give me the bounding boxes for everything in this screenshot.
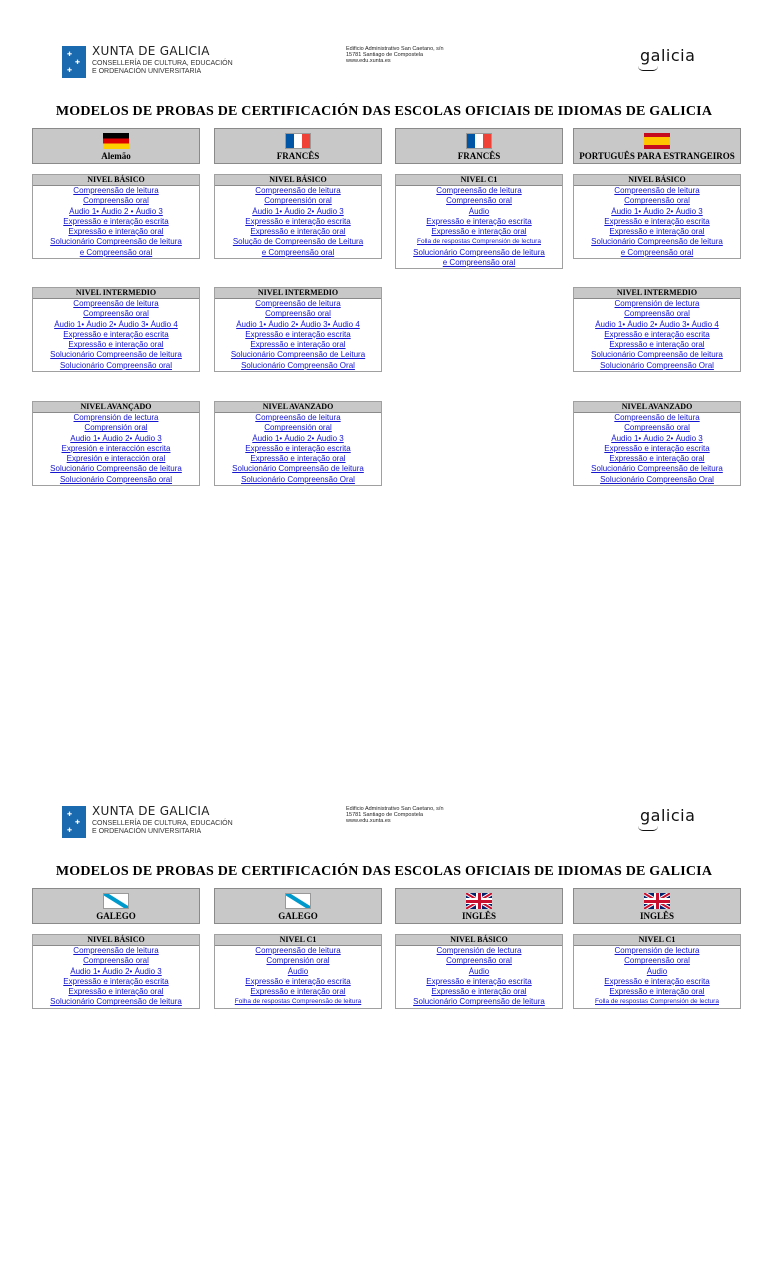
language-name: INGLÊS	[639, 911, 674, 921]
resource-link[interactable]: Solucionário Compreensão Oral	[241, 474, 355, 484]
xunta-crest-icon: ✚ ✚ ✚	[62, 806, 86, 838]
resource-link[interactable]: e Compreensão oral	[79, 247, 153, 257]
level-heading: NIVEL C1	[574, 935, 740, 946]
page-2	[0, 760, 768, 1272]
page-title: MODELOS DE PROBAS DE CERTIFICACIÓN DAS ESCOLAS OFICIAIS DE IDIOMAS DE GALICIA	[55, 864, 713, 879]
language-header	[395, 888, 563, 924]
xunta-crest-icon: ✚ ✚ ✚	[62, 46, 86, 78]
letterhead	[62, 804, 762, 844]
resource-link[interactable]: Compreensão de leitura	[436, 186, 522, 195]
resource-link[interactable]: Expressão e interação escrita	[63, 976, 169, 986]
org-subtitle: CONSELLERÍA DE CULTURA, EDUCACIÓN E ORDENACIÓN UNIVERSITARIA	[92, 820, 233, 835]
france-flag-icon	[466, 133, 492, 149]
resource-link[interactable]: Áudio 1• Áudio 2 • Áudio 3	[69, 206, 163, 216]
resource-link[interactable]: Áudio 1• Áudio 2• Áudio 3	[70, 966, 162, 976]
spain-flag-icon	[644, 133, 670, 149]
galicia-flag-icon	[103, 893, 129, 909]
resource-link[interactable]: Compreensión oral	[264, 423, 332, 433]
uk-flag-icon	[466, 893, 492, 909]
resource-link[interactable]: Folla de respostas Comprensión de lectura	[595, 998, 719, 1006]
resource-link[interactable]: Expressão e interação escrita	[245, 443, 351, 453]
language-name: PORTUGUÊS PARA ESTRANGEIROS	[579, 151, 735, 161]
level-heading: NIVEL INTERMEDIO	[215, 288, 381, 299]
resource-link[interactable]: Folla de respostas Comprensión de lectura	[417, 238, 541, 246]
resource-link[interactable]: Compreensão de leitura	[614, 413, 700, 422]
resource-link[interactable]: Áudio 1• Áudio 2• Áudio 3	[252, 433, 344, 443]
resource-link[interactable]: Expressão e interação escrita	[63, 216, 169, 226]
resource-link[interactable]: Áudio 1• Áudio 2• Áudio 3	[252, 206, 344, 216]
resource-link[interactable]: e Compreensão oral	[261, 247, 335, 257]
resource-link[interactable]: Compreensão oral	[446, 956, 512, 966]
language-header	[214, 888, 382, 924]
level-box	[32, 401, 200, 486]
resource-link[interactable]: Compreensão de leitura	[255, 946, 341, 955]
resource-link[interactable]: Expressão e interação escrita	[245, 216, 351, 226]
resource-link[interactable]: Expressão e interação oral	[609, 454, 705, 464]
resource-link[interactable]: Comprensión de lectura	[73, 413, 159, 422]
resource-link[interactable]: Expresión e interacción oral	[66, 454, 166, 464]
language-name: FRANCÊS	[276, 151, 320, 161]
page-1	[0, 0, 768, 512]
resource-link[interactable]: Compreensão oral	[624, 309, 690, 319]
resource-link[interactable]: Comprensión oral	[84, 423, 148, 433]
level-heading: NIVEL BÁSICO	[33, 935, 199, 946]
resource-link[interactable]: Expressão e interação oral	[250, 340, 346, 350]
level-box	[214, 934, 382, 1009]
resource-link[interactable]: Expressão e interação escrita	[245, 976, 351, 986]
galicia-flag-icon	[285, 893, 311, 909]
level-box	[395, 174, 563, 269]
resource-link[interactable]: Compreensão oral	[265, 309, 331, 319]
level-heading: NIVEL BÁSICO	[396, 935, 562, 946]
resource-link[interactable]: Solucionário Compreensão de leitura	[413, 997, 545, 1007]
resource-link[interactable]: Solucionário Compreensão oral	[59, 360, 173, 370]
germany-flag-icon	[103, 133, 129, 149]
level-box	[214, 401, 382, 486]
language-header	[32, 128, 200, 164]
level-heading: NIVEL INTERMEDIO	[33, 288, 199, 299]
resource-link[interactable]: Compreensão de leitura	[255, 413, 341, 422]
resource-link[interactable]: Expressão e interação oral	[609, 227, 705, 237]
resource-link[interactable]: Compreensão oral	[624, 196, 690, 206]
resource-link[interactable]: Folha de respostas Compreensão de leitura	[234, 998, 362, 1006]
language-header	[32, 888, 200, 924]
resource-link[interactable]: Comprensión de lectura	[614, 946, 700, 955]
org-name: XUNTA DE GALICIA	[92, 804, 210, 818]
resource-link[interactable]: Expressão e interação escrita	[604, 976, 710, 986]
resource-link[interactable]: Áudio	[287, 966, 309, 976]
resource-link[interactable]: Solucionário Compreensão Oral	[600, 360, 714, 370]
resource-link[interactable]: Audio 1• Áudio 2• Áudio 3	[70, 433, 162, 443]
resource-link[interactable]: Expressão e interação oral	[68, 340, 164, 350]
resource-link[interactable]: Solucionário Compreensão Oral	[241, 360, 355, 370]
address: Edificio Administrativo San Caetano, s/n 15781 Santiago de Compostela www.edu.xunta.es	[346, 46, 444, 64]
resource-link[interactable]: Expressão e interação escrita	[604, 329, 710, 339]
resource-link[interactable]: Expressão e interação oral	[250, 227, 346, 237]
resource-link[interactable]: Áudio 1• Áudio 2• Áudio 3• Áudio 4	[236, 319, 360, 329]
language-name: INGLÊS	[461, 911, 496, 921]
uk-flag-icon	[644, 893, 670, 909]
org-name: XUNTA DE GALICIA	[92, 44, 210, 58]
resource-link[interactable]: Comprensión de lectura	[436, 946, 522, 955]
language-header	[573, 888, 741, 924]
resource-link[interactable]: Solucionário Compreensão de leitura	[50, 350, 182, 360]
resource-link[interactable]: Expressão e interação escrita	[604, 216, 710, 226]
level-heading: NIVEL BÁSICO	[33, 175, 199, 186]
resource-link[interactable]: Compreensão oral	[83, 196, 149, 206]
resource-link[interactable]: Expressão e interação oral	[250, 454, 346, 464]
level-heading: NIVEL AVANZADO	[574, 402, 740, 413]
language-header	[214, 128, 382, 164]
resource-link[interactable]: Compreensão oral	[624, 956, 690, 966]
resource-link[interactable]: Compreensão de leitura	[614, 186, 700, 195]
resource-link[interactable]: Áudio	[468, 966, 490, 976]
resource-link[interactable]: Expressão e interação oral	[68, 227, 164, 237]
level-box	[573, 401, 741, 486]
resource-link[interactable]: Solucionário Compreensão de leitura	[50, 237, 182, 247]
language-header	[573, 128, 741, 164]
resource-link[interactable]: Expressão e interação oral	[250, 987, 346, 997]
resource-link[interactable]: Áudio 1• Áudio 2• Áudio 3• Áudio 4	[54, 319, 178, 329]
resource-link[interactable]: Expressão e interação oral	[431, 987, 527, 997]
resource-link[interactable]: Expressão e interação escrita	[604, 443, 710, 453]
resource-link[interactable]: Compreensión oral	[264, 196, 332, 206]
resource-link[interactable]: Solucionário Compreensão de leitura	[591, 464, 723, 474]
resource-link[interactable]: Compreensão de leitura	[73, 186, 159, 195]
level-box	[32, 934, 200, 1009]
resource-link[interactable]: Áudio 1• Áudio 2• Áudio 3• Áudio 4	[595, 319, 719, 329]
resource-link[interactable]: Solucionário Compreensão de leitura	[591, 350, 723, 360]
resource-link[interactable]: Compreensão oral	[83, 956, 149, 966]
resource-link[interactable]: Solucionário Compreensão de leitura	[591, 237, 723, 247]
language-name: GALEGO	[278, 911, 318, 921]
resource-link[interactable]: Solução de Compreensão de Leitura	[232, 237, 364, 247]
resource-link[interactable]: Compreensão de leitura	[73, 299, 159, 308]
language-name: FRANCÊS	[457, 151, 501, 161]
resource-link[interactable]: Comprensión de lectura	[614, 299, 700, 308]
resource-link[interactable]: Compreensão de leitura	[255, 299, 341, 308]
org-subtitle: CONSELLERÍA DE CULTURA, EDUCACIÓN E ORDENACIÓN UNIVERSITARIA	[92, 60, 233, 75]
level-box	[32, 287, 200, 372]
level-box	[573, 934, 741, 1009]
language-name: Alemão	[101, 151, 131, 161]
level-heading: NIVEL C1	[215, 935, 381, 946]
level-box	[573, 287, 741, 372]
language-header	[395, 128, 563, 164]
resource-link[interactable]: Comprensión oral	[266, 956, 330, 966]
page-title: MODELOS DE PROBAS DE CERTIFICACIÓN DAS ESCOLAS OFICIAIS DE IDIOMAS DE GALICIA	[55, 104, 713, 119]
level-heading: NIVEL AVANZADO	[215, 402, 381, 413]
level-box	[32, 174, 200, 259]
resource-link[interactable]: Solucionário Compreensão de leitura	[232, 464, 364, 474]
resource-link[interactable]: Solucionário Compreensão Oral	[600, 474, 714, 484]
level-box	[214, 174, 382, 259]
resource-link[interactable]: Solucionário Compreensão de Leitura	[230, 350, 366, 360]
resource-link[interactable]: Áudio 1• Áudio 2• Áudio 3	[611, 206, 703, 216]
resource-link[interactable]: Expressão e interação oral	[609, 987, 705, 997]
level-heading: NIVEL BÁSICO	[574, 175, 740, 186]
resource-link[interactable]: Expressão e interação oral	[431, 227, 527, 237]
galicia-logo: galicia	[640, 46, 695, 65]
language-name: GALEGO	[96, 911, 136, 921]
level-heading: NIVEL C1	[396, 175, 562, 186]
resource-link[interactable]: Áudio	[646, 966, 668, 976]
resource-link[interactable]: Expressão e interação escrita	[426, 216, 532, 226]
resource-link[interactable]: Áudio	[468, 206, 490, 216]
address: Edificio Administrativo San Caetano, s/n 15781 Santiago de Compostela www.edu.xunta.es	[346, 806, 444, 824]
letterhead	[62, 44, 762, 84]
level-box	[573, 174, 741, 259]
resource-link[interactable]: Expressão e interação escrita	[63, 329, 169, 339]
resource-link[interactable]: Compreensão oral	[624, 423, 690, 433]
resource-link[interactable]: Solucionário Compreensão oral	[59, 474, 173, 484]
france-flag-icon	[285, 133, 311, 149]
level-box	[395, 934, 563, 1009]
resource-link[interactable]: Compreensão oral	[446, 196, 512, 206]
resource-link[interactable]: e Compreensão oral	[620, 247, 694, 257]
resource-link[interactable]: Expressão e interação escrita	[426, 976, 532, 986]
resource-link[interactable]: Expressão e interação oral	[609, 340, 705, 350]
resource-link[interactable]: e Compreensão oral	[442, 258, 516, 268]
level-heading: NIVEL INTERMEDIO	[574, 288, 740, 299]
resource-link[interactable]: Compreensão oral	[83, 309, 149, 319]
resource-link[interactable]: Compreensão de leitura	[73, 946, 159, 955]
resource-link[interactable]: Expresión e interacción escrita	[61, 443, 171, 453]
resource-link[interactable]: Solucionário Compreensão de leitura	[50, 997, 182, 1007]
resource-link[interactable]: Expressão e interação oral	[68, 987, 164, 997]
resource-link[interactable]: Expressão e interação escrita	[245, 329, 351, 339]
level-heading: NIVEL BÁSICO	[215, 175, 381, 186]
level-box	[214, 287, 382, 372]
resource-link[interactable]: Compreensão de leitura	[255, 186, 341, 195]
resource-link[interactable]: Áudio 1• Áudio 2• Áudio 3	[611, 433, 703, 443]
level-heading: NIVEL AVANÇADO	[33, 402, 199, 413]
resource-link[interactable]: Solucionário Compreensão de leitura	[50, 464, 182, 474]
resource-link[interactable]: Solucionário Compreensão de leitura	[413, 247, 545, 257]
galicia-logo: galicia	[640, 806, 695, 825]
